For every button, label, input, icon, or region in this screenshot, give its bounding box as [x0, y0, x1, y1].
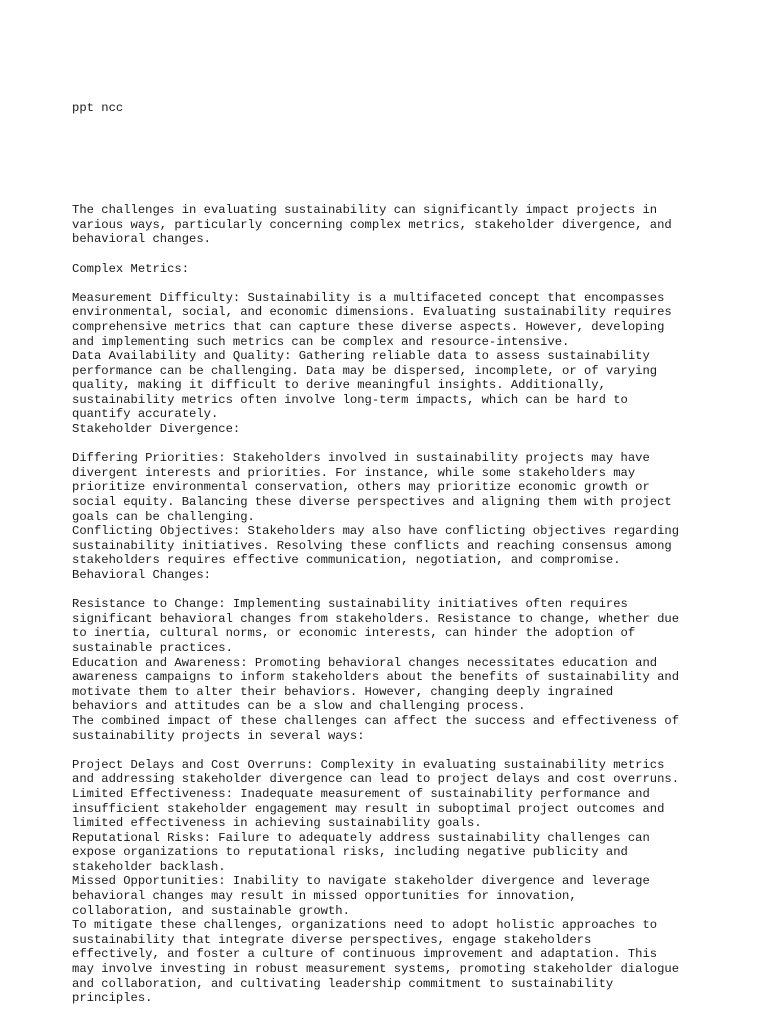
- text-line: Data Availability and Quality: Gathering reliable data to assess sustainability: [72, 349, 650, 364]
- paragraph-spacer: [72, 743, 712, 758]
- paragraph-spacer: [72, 276, 712, 291]
- text-line: effectively, and foster a culture of continuous improvement and adaptation. This: [72, 947, 658, 962]
- text-line: goals can be challenging.: [72, 509, 255, 524]
- text-line: may involve investing in robust measurement systems, promoting stakeholder dialogue: [72, 962, 680, 977]
- text-line: sustainability that integrate diverse perspectives, engage stakeholders: [72, 932, 592, 947]
- text-line: Conflicting Objectives: Stakeholders may also have conflicting objectives regarding: [72, 524, 680, 539]
- text-line: Education and Awareness: Promoting behavioral changes necessitates education and: [72, 655, 658, 670]
- text-line: comprehensive metrics that can capture these diverse aspects. However, developing: [72, 319, 665, 334]
- text-line: Differing Priorities: Stakeholders involved in sustainability projects may have: [72, 451, 650, 466]
- text-line: performance can be challenging. Data may be dispersed, incomplete, or of varying: [72, 363, 658, 378]
- paragraph-impact-body: [72, 758, 712, 1006]
- document-title: ppt ncc: [72, 101, 124, 116]
- text-line: The challenges in evaluating sustainability can significantly impact projects in: [72, 203, 658, 218]
- text-line: Reputational Risks: Failure to adequately address sustainability challenges can: [72, 830, 650, 845]
- paragraph-spacer: [72, 247, 712, 262]
- text-line: insufficient stakeholder engagement may result in suboptimal project outcomes and: [72, 801, 665, 816]
- text-line: and collaboration, and cultivating leadership commitment to sustainability: [72, 976, 614, 991]
- text-line: Measurement Difficulty: Sustainability is a multifaceted concept that encompasses: [72, 290, 665, 305]
- text-line: and implementing such metrics can be complex and resource-intensive.: [72, 334, 570, 349]
- paragraph-spacer: [72, 437, 712, 452]
- text-line: behaviors and attitudes can be a slow and challenging process.: [72, 699, 526, 714]
- title-spacer: [72, 145, 712, 174]
- paragraph-spacer: [72, 583, 712, 598]
- text-line: sustainable practices.: [72, 640, 233, 655]
- text-line: Stakeholder Divergence:: [72, 422, 241, 437]
- text-line: sustainability metrics often involve long-term impacts, which can be hard to: [72, 392, 628, 407]
- text-line: Behavioral Changes:: [72, 568, 211, 582]
- text-line: Complex Metrics:: [72, 261, 190, 276]
- text-line: and addressing stakeholder divergence can lead to project delays and cost overruns.: [72, 772, 680, 787]
- text-line: environmental, social, and economic dimensions. Evaluating sustainability requires: [72, 305, 672, 320]
- paragraph-complex-metrics-heading: [72, 262, 712, 277]
- text-line: limited effectiveness in achieving sustainability goals.: [72, 816, 482, 831]
- text-line: prioritize environmental conservation, others may prioritize economic growth or: [72, 480, 650, 495]
- text-line: quantify accurately.: [72, 407, 219, 422]
- paragraph-behavioral-body: [72, 597, 712, 743]
- text-line: divergent interests and priorities. For instance, while some stakeholders may: [72, 465, 636, 480]
- text-line: To mitigate these challenges, organizations need to adopt holistic approaches to: [72, 918, 658, 933]
- text-line: awareness campaigns to inform stakeholders about the benefits of sustainability and: [72, 670, 680, 685]
- paragraph-complex-metrics-body: [72, 291, 712, 437]
- text-line: motivate them to alter their behaviors. However, changing deeply ingrained: [72, 684, 614, 699]
- document-page: [72, 72, 712, 1020]
- text-line: quality, making it difficult to derive meaningful insights. Additionally,: [72, 378, 606, 393]
- paragraph-stakeholder-body: [72, 451, 712, 582]
- text-line: behavioral changes.: [72, 232, 211, 247]
- text-line: significant behavioral changes from stakeholders. Resistance to change, whether due: [72, 611, 680, 626]
- text-line: Limited Effectiveness: Inadequate measurement of sustainability performance and: [72, 786, 650, 801]
- text-line: Missed Opportunities: Inability to navigate stakeholder divergence and leverage: [72, 874, 650, 889]
- text-line: sustainability projects in several ways:: [72, 728, 365, 743]
- text-line: social equity. Balancing these diverse perspectives and aligning them with project: [72, 495, 672, 510]
- text-line: Project Delays and Cost Overruns: Complexity in evaluating sustainability metrics: [72, 757, 665, 772]
- document-body: [72, 203, 712, 1006]
- text-line: behavioral changes may result in missed opportunities for innovation,: [72, 889, 577, 904]
- text-line: stakeholders requires effective communication, negotiation, and compromise.: [72, 553, 621, 568]
- text-line: various ways, particularly concerning complex metrics, stakeholder divergence, and: [72, 217, 672, 232]
- text-line: stakeholder backlash.: [72, 859, 226, 874]
- text-line: collaboration, and sustainable growth.: [72, 903, 350, 918]
- text-line: The combined impact of these challenges can affect the success and effectiveness of: [72, 713, 680, 728]
- text-line: to inertia, cultural norms, or economic interests, can hinder the adoption of: [72, 626, 636, 641]
- text-line: expose organizations to reputational risks, including negative publicity and: [72, 845, 628, 860]
- text-line: Resistance to Change: Implementing sustainability initiatives often requires: [72, 597, 628, 612]
- text-line: principles.: [72, 991, 153, 1006]
- text-line: sustainability initiatives. Resolving these conflicts and reaching consensus among: [72, 538, 672, 553]
- paragraph-intro: [72, 203, 712, 247]
